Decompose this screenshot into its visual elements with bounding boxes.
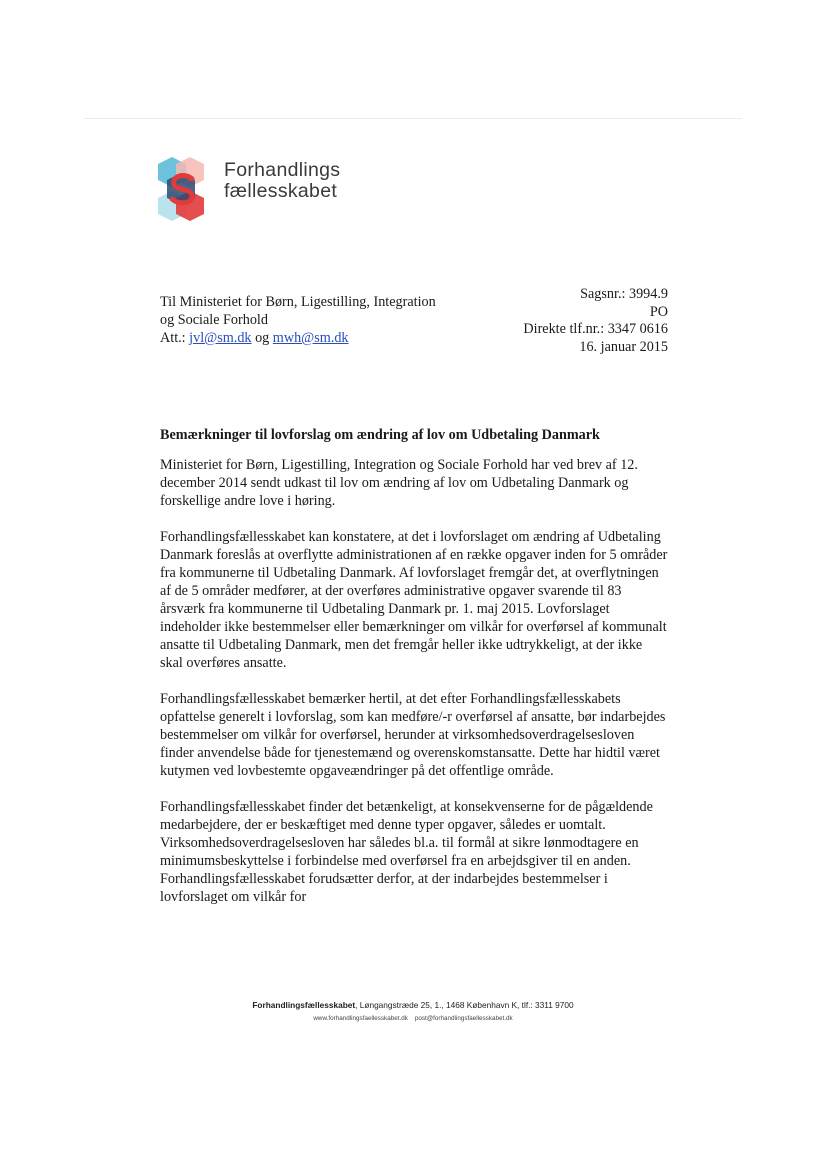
letter-date: 16. januar 2015	[579, 338, 668, 355]
recipient-block	[160, 293, 436, 347]
initials: PO	[649, 303, 668, 320]
footer-address: , Løngangstræde 25, 1., 1468 København K, tlf.: 3311 9700	[355, 1000, 574, 1010]
footer-address-line	[0, 1000, 826, 1010]
logo-mark-icon	[158, 157, 218, 223]
letter-body	[160, 456, 668, 924]
logo-text-line-1: Forhandlings	[224, 159, 341, 181]
logo-text-line-2: fællesskabet	[224, 180, 338, 202]
top-divider	[84, 118, 742, 119]
body-paragraph-3: Forhandlingsfællesskabet bemærker hertil, at det efter Forhandlingsfællesskabets opfattelse generelt i lovforslag, som kan medføre/-r overførsel af ansatte, bør indarbejdes bestemmelser om vilkår for overførsel, herunder at virksomhedsoverdragelsesloven finder anvendelse både for tjenestemænd og overenskomstansatte. Dette har hidtil været kutymen ved lovbestemte opgaveændringer på det offentlige område.	[160, 691, 666, 779]
footer-contact-line	[0, 1015, 826, 1022]
organization-logo	[158, 157, 368, 227]
case-number: Sagsnr.: 3994.9	[580, 286, 668, 302]
letter-heading: Bemærkninger til lovforslag om ændring af lov om Udbetaling Danmark	[160, 427, 600, 443]
reference-block	[523, 286, 668, 356]
body-paragraph-2: Forhandlingsfællesskabet kan konstatere, at det i lovforslaget om ændring af Udbetaling Danmark foreslås at overflytte administrationen af en række opgaver inden for 5 områder fra kommunerne til Udbetaling Danmark. Af lovforslaget fremgår det, at overflytningen af de 5 områder medfører, at der overføres administrative opgaver svarende til 83 årsværk fra kommunerne til Udbetaling Danmark pr. 1. maj 2015. Lovforslaget indeholder ikke bestemmelser eller bemærkninger om vilkår for overførsel af kommunalt ansatte til Udbetaling Danmark, men det fremgår heller ikke udtrykkeligt, at der ikke skal overføres ansatte.	[160, 529, 668, 671]
direct-phone: Direkte tlf.nr.: 3347 0616	[523, 321, 668, 337]
body-paragraph-4: Forhandlingsfællesskabet finder det betænkeligt, at konsekvenserne for de pågældende medarbejdere, der er beskæftiget med denne typer opgaver, således er uomtalt. Virksomhedsoverdragelsesloven har således bl.a. til formål at sikre lønmodtagere en minimumsbeskyttelse i forbindelse med overførsel fra en arbejdsgiver til en anden. Forhandlingsfællesskabet forudsætter derfor, at der indarbejdes bestemmelser i lovforslaget om vilkår for	[160, 799, 653, 905]
recipient-line-2: og Sociale Forhold	[160, 312, 268, 328]
footer-email-link[interactable]: post@forhandlingsfaellesskabet.dk	[414, 1015, 513, 1022]
email-link-jvl[interactable]: jvl@sm.dk	[189, 330, 252, 346]
recipient-line-1: Til Ministeriet for Børn, Ligestilling, Integration	[160, 294, 436, 310]
attention-connector: og	[251, 330, 273, 346]
attention-label: Att.:	[160, 330, 190, 346]
footer-website-link[interactable]: www.forhandlingsfaellesskabet.dk	[313, 1015, 408, 1022]
footer-org-name: Forhandlingsfællesskabet	[252, 1000, 356, 1010]
body-paragraph-1: Ministeriet for Børn, Ligestilling, Integration og Sociale Forhold har ved brev af 12. december 2014 sendt udkast til lov om ændring af lov om Udbetaling Danmark og forskellige andre love i høring.	[160, 457, 638, 509]
attention-line	[160, 329, 436, 347]
email-link-mwh[interactable]: mwh@sm.dk	[272, 330, 349, 346]
